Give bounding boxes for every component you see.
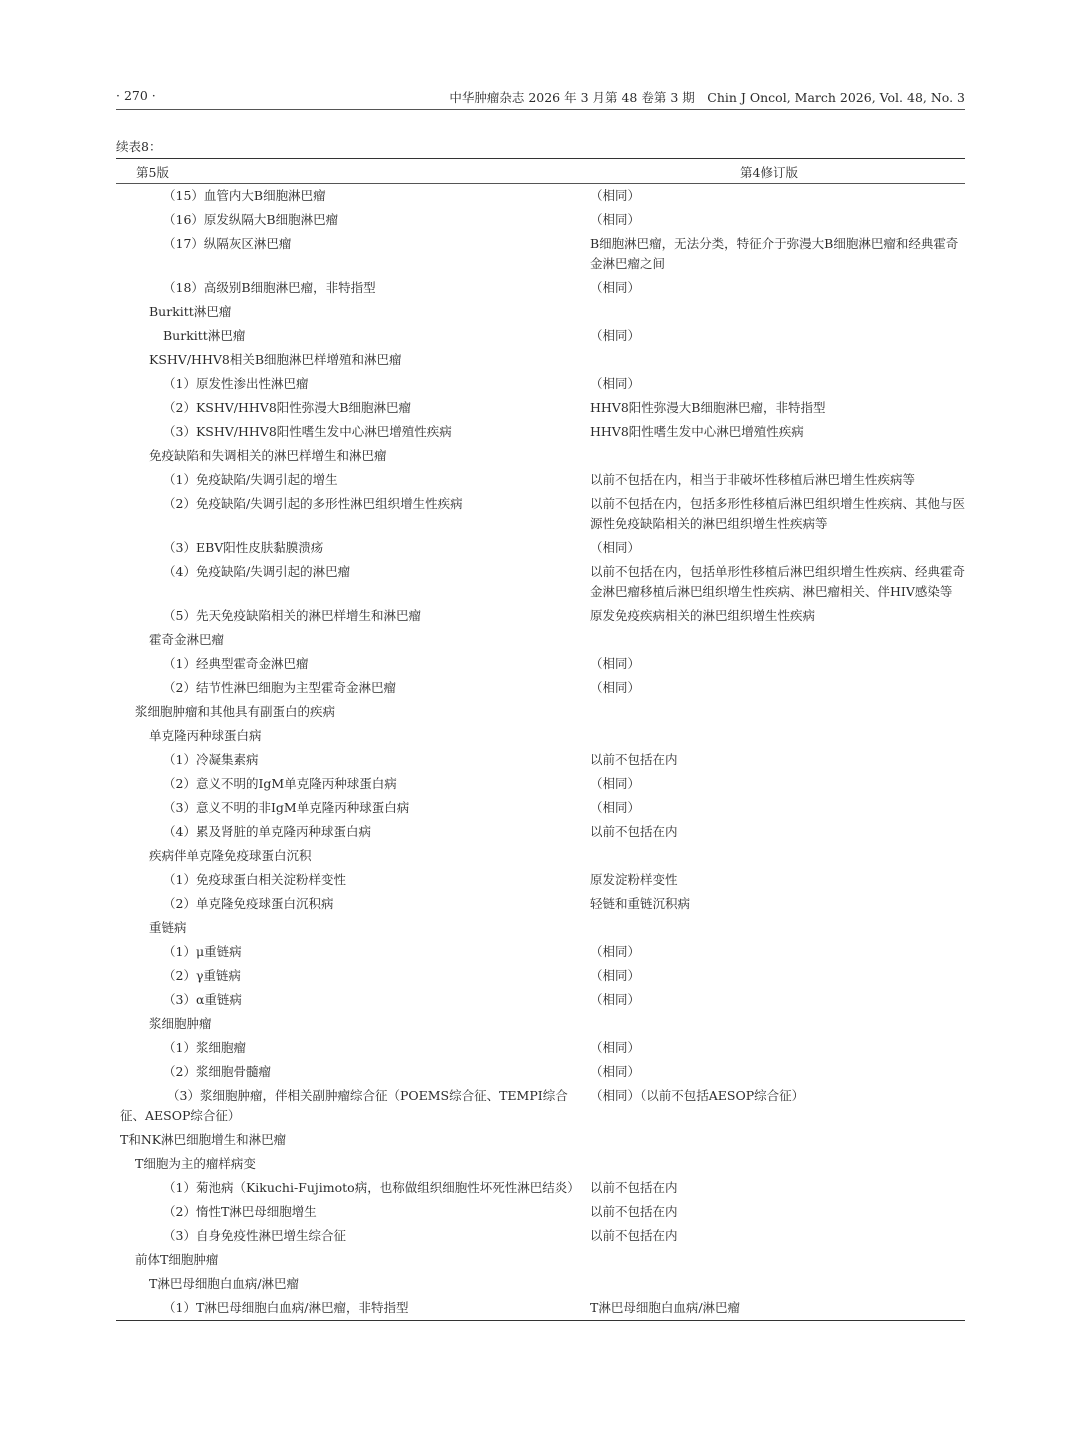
table-row	[116, 276, 965, 300]
page-number: · 270 ·	[116, 88, 156, 103]
table-row	[116, 372, 965, 396]
cell-5th-edition: 浆细胞肿瘤和其他具有副蛋白的疾病	[135, 704, 336, 719]
cell-5th-edition: （17）纵隔灰区淋巴瘤	[163, 236, 292, 251]
table-row	[116, 1084, 965, 1128]
cell-revised-4th-edition: 以前不包括在内，相当于非破坏性移植后淋巴增生性疾病等	[590, 472, 916, 487]
table-row	[116, 1036, 965, 1060]
cell-revised-4th-edition: （相同）	[590, 944, 641, 959]
cell-revised-4th-edition	[590, 918, 965, 938]
cell-5th-edition: （15）血管内大B细胞淋巴瘤	[163, 188, 326, 203]
cell-5th-edition: （2）KSHV/HHV8阳性弥漫大B细胞淋巴瘤	[163, 400, 411, 415]
table-row	[116, 444, 965, 468]
cell-5th-edition: KSHV/HHV8相关B细胞淋巴样增殖和淋巴瘤	[149, 352, 402, 367]
cell-revised-4th-edition: 原发免疫疾病相关的淋巴组织增生性疾病	[590, 608, 816, 623]
cell-revised-4th-edition	[590, 726, 965, 746]
cell-revised-4th-edition: （相同）	[590, 188, 641, 203]
column-header-revised-4th-edition: 第4修订版	[740, 165, 798, 180]
cell-revised-4th-edition: 以前不包括在内	[590, 1204, 678, 1219]
running-header	[116, 86, 965, 110]
cell-5th-edition: （1）原发性渗出性淋巴瘤	[163, 376, 309, 391]
table-row	[116, 348, 965, 372]
cell-5th-edition: （2）意义不明的IgM单克隆丙种球蛋白病	[163, 776, 397, 791]
cell-5th-edition: 浆细胞肿瘤	[149, 1016, 212, 1031]
cell-revised-4th-edition	[590, 1154, 965, 1174]
cell-5th-edition: （16）原发纵隔大B细胞淋巴瘤	[163, 212, 339, 227]
table-row	[116, 468, 965, 492]
table-continued-label: 续表8：	[116, 139, 162, 154]
cell-5th-edition: （3）EBV阳性皮肤黏膜溃疡	[163, 540, 324, 555]
cell-5th-edition: 前体T细胞肿瘤	[135, 1252, 219, 1267]
cell-5th-edition: （2）结节性淋巴细胞为主型霍奇金淋巴瘤	[163, 680, 396, 695]
cell-5th-edition: （1）浆细胞瘤	[163, 1040, 246, 1055]
cell-5th-edition: （2）浆细胞骨髓瘤	[163, 1064, 271, 1079]
cell-revised-4th-edition: （相同）	[590, 656, 641, 671]
table-row	[116, 420, 965, 444]
cell-5th-edition: 疾病伴单克隆免疫球蛋白沉积	[149, 848, 312, 863]
cell-5th-edition: （1）冷凝集素病	[163, 752, 259, 767]
cell-revised-4th-edition	[590, 1014, 965, 1034]
cell-5th-edition: T淋巴母细胞白血病/淋巴瘤	[149, 1276, 300, 1291]
table-row	[116, 652, 965, 676]
table-row	[116, 1248, 965, 1272]
table-row	[116, 604, 965, 628]
cell-5th-edition: （5）先天免疫缺陷相关的淋巴样增生和淋巴瘤	[163, 608, 421, 623]
cell-5th-edition: （3）意义不明的非IgM单克隆丙种球蛋白病	[163, 800, 410, 815]
table-row	[116, 1224, 965, 1248]
table-row	[116, 796, 965, 820]
cell-5th-edition: T和NK淋巴细胞增生和淋巴瘤	[120, 1132, 287, 1147]
table-row	[116, 1012, 965, 1036]
cell-revised-4th-edition	[590, 846, 965, 866]
table-row	[116, 868, 965, 892]
cell-5th-edition: （1）菊池病（Kikuchi-Fujimoto病，也称做组织细胞性坏死性淋巴结炎）	[163, 1180, 580, 1195]
cell-revised-4th-edition	[590, 302, 965, 322]
table-body	[116, 184, 965, 1320]
table-row	[116, 892, 965, 916]
classification-table	[116, 158, 965, 1321]
table-row	[116, 560, 965, 604]
journal-citation: 中华肿瘤杂志 2026 年 3 月第 48 卷第 3 期 Chin J Oncol, March 2026, Vol. 48, No. 3	[449, 90, 965, 105]
table-row	[116, 820, 965, 844]
cell-revised-4th-edition: （相同）	[590, 212, 641, 227]
cell-5th-edition: （3）自身免疫性淋巴增生综合征	[163, 1228, 346, 1243]
table-bottom-rule	[116, 1320, 965, 1321]
table-row	[116, 1176, 965, 1200]
cell-5th-edition: 免疫缺陷和失调相关的淋巴样增生和淋巴瘤	[149, 448, 387, 463]
table-row	[116, 1152, 965, 1176]
cell-5th-edition: （1）μ重链病	[163, 944, 242, 959]
cell-revised-4th-edition: 原发淀粉样变性	[590, 872, 678, 887]
cell-5th-edition: （4）免疫缺陷/失调引起的淋巴瘤	[163, 564, 351, 579]
cell-5th-edition: （2）惰性T淋巴母细胞增生	[163, 1204, 317, 1219]
table-row	[116, 772, 965, 796]
cell-revised-4th-edition: 以前不包括在内，包括单形性移植后淋巴组织增生性疾病、经典霍奇金淋巴瘤移植后淋巴组织增生性疾病、淋巴瘤相关、伴HIV感染等	[590, 564, 966, 599]
table-row	[116, 300, 965, 324]
cell-revised-4th-edition	[590, 350, 965, 370]
cell-5th-edition: （4）累及肾脏的单克隆丙种球蛋白病	[163, 824, 371, 839]
table-row	[116, 208, 965, 232]
table-row	[116, 184, 965, 208]
table-row	[116, 536, 965, 560]
table-row	[116, 492, 965, 536]
cell-revised-4th-edition: HHV8阳性嗜生发中心淋巴增殖性疾病	[590, 424, 804, 439]
table-row	[116, 396, 965, 420]
cell-revised-4th-edition: 以前不包括在内	[590, 1228, 678, 1243]
table-row	[116, 916, 965, 940]
cell-revised-4th-edition	[590, 702, 965, 722]
cell-revised-4th-edition: （相同）	[590, 968, 641, 983]
table-row	[116, 1200, 965, 1224]
cell-5th-edition: （1）免疫缺陷/失调引起的增生	[163, 472, 338, 487]
cell-revised-4th-edition: （相同）	[590, 280, 641, 295]
cell-revised-4th-edition: （相同）	[590, 800, 641, 815]
cell-5th-edition: （1）T淋巴母细胞白血病/淋巴瘤，非特指型	[163, 1300, 409, 1315]
cell-5th-edition: 霍奇金淋巴瘤	[149, 632, 225, 647]
cell-revised-4th-edition: 以前不包括在内	[590, 752, 678, 767]
cell-revised-4th-edition	[590, 630, 965, 650]
cell-revised-4th-edition: （相同）	[590, 328, 641, 343]
cell-revised-4th-edition: （相同）	[590, 376, 641, 391]
table-row	[116, 324, 965, 348]
cell-revised-4th-edition: （相同）	[590, 776, 641, 791]
table-row	[116, 1060, 965, 1084]
cell-revised-4th-edition: （相同）	[590, 1064, 641, 1079]
cell-5th-edition: （1）免疫球蛋白相关淀粉样变性	[163, 872, 346, 887]
table-row	[116, 964, 965, 988]
cell-5th-edition: Burkitt淋巴瘤	[149, 304, 232, 319]
cell-revised-4th-edition: （相同）（以前不包括AESOP综合征）	[590, 1088, 805, 1103]
cell-revised-4th-edition: 以前不包括在内，包括多形性移植后淋巴组织增生性疾病、其他与医源性免疫缺陷相关的淋巴组织增生性疾病等	[590, 496, 966, 531]
cell-revised-4th-edition: 以前不包括在内	[590, 824, 678, 839]
column-header-5th-edition: 第5版	[136, 165, 169, 180]
cell-5th-edition: 重链病	[149, 920, 187, 935]
table-row	[116, 676, 965, 700]
table-row	[116, 724, 965, 748]
table-row	[116, 232, 965, 276]
table-row	[116, 940, 965, 964]
cell-revised-4th-edition	[590, 446, 965, 466]
cell-revised-4th-edition: （相同）	[590, 540, 641, 555]
table-row	[116, 628, 965, 652]
table-row	[116, 844, 965, 868]
cell-5th-edition: Burkitt淋巴瘤	[163, 328, 246, 343]
cell-5th-edition: （18）高级别B细胞淋巴瘤，非特指型	[163, 280, 376, 295]
cell-5th-edition: （3）KSHV/HHV8阳性嗜生发中心淋巴增殖性疾病	[163, 424, 452, 439]
table-row	[116, 1128, 965, 1152]
cell-revised-4th-edition: （相同）	[590, 680, 641, 695]
cell-revised-4th-edition	[590, 1130, 965, 1150]
cell-revised-4th-edition	[590, 1274, 965, 1294]
cell-revised-4th-edition: 轻链和重链沉积病	[590, 896, 691, 911]
cell-revised-4th-edition: （相同）	[590, 1040, 641, 1055]
cell-5th-edition: （2）γ重链病	[163, 968, 241, 983]
table-row	[116, 988, 965, 1012]
cell-5th-edition: （1）经典型霍奇金淋巴瘤	[163, 656, 309, 671]
cell-5th-edition: T细胞为主的瘤样病变	[135, 1156, 256, 1171]
table-row	[116, 748, 965, 772]
table-header	[116, 159, 965, 183]
table-row	[116, 1296, 965, 1320]
cell-revised-4th-edition: （相同）	[590, 992, 641, 1007]
cell-5th-edition: （2）免疫缺陷/失调引起的多形性淋巴组织增生性疾病	[163, 496, 463, 511]
table-row	[116, 700, 965, 724]
cell-revised-4th-edition: 以前不包括在内	[590, 1180, 678, 1195]
cell-5th-edition: （2）单克隆免疫球蛋白沉积病	[163, 896, 334, 911]
cell-revised-4th-edition: B细胞淋巴瘤，无法分类，特征介于弥漫大B细胞淋巴瘤和经典霍奇金淋巴瘤之间	[590, 236, 959, 271]
cell-revised-4th-edition	[590, 1250, 965, 1270]
cell-revised-4th-edition: HHV8阳性弥漫大B细胞淋巴瘤，非特指型	[590, 400, 826, 415]
header-rule	[116, 109, 965, 110]
table-row	[116, 1272, 965, 1296]
cell-5th-edition: （3）浆细胞肿瘤，伴相关副肿瘤综合征（POEMS综合征、TEMPI综合征、AESOP综合征）	[120, 1088, 568, 1123]
cell-revised-4th-edition: T淋巴母细胞白血病/淋巴瘤	[590, 1300, 741, 1315]
cell-5th-edition: （3）α重链病	[163, 992, 242, 1007]
cell-5th-edition: 单克隆丙种球蛋白病	[149, 728, 262, 743]
